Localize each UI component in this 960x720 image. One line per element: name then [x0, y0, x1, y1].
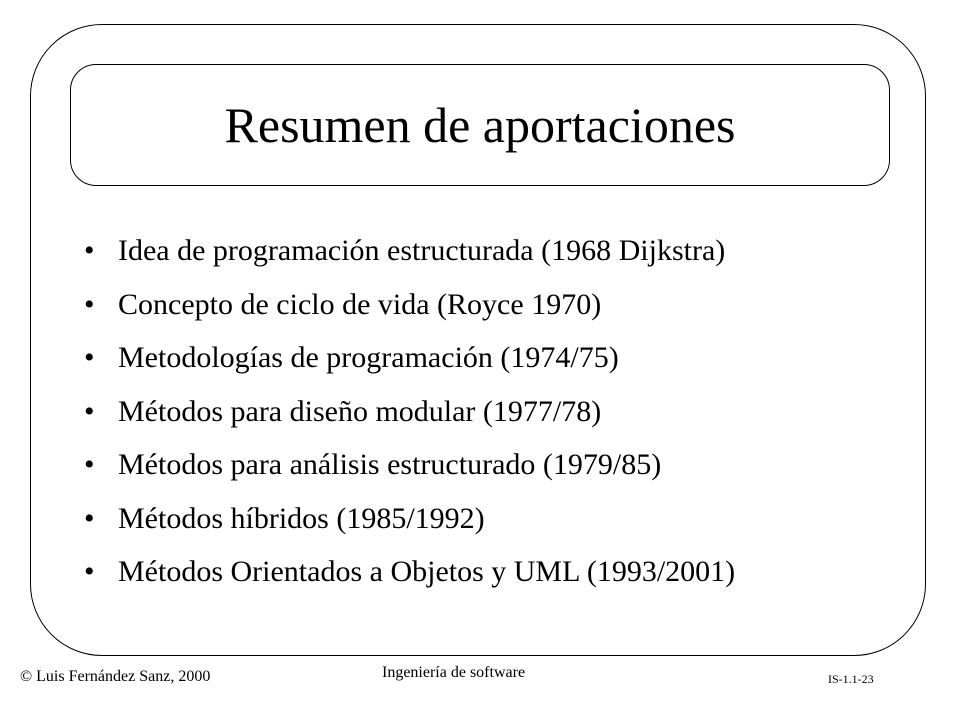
bullet-glyph: •: [84, 234, 95, 267]
bullet-text: Concepto de ciclo de vida (Royce 1970): [118, 287, 602, 321]
bullet-glyph: •: [84, 555, 95, 588]
title-box: [70, 64, 890, 186]
bullet-text: Métodos para diseño modular (1977/78): [118, 394, 602, 428]
bullet-item: [84, 287, 735, 321]
bullet-glyph: •: [84, 341, 95, 374]
bullet-text: Métodos híbridos (1985/1992): [118, 501, 485, 535]
bullet-glyph: •: [84, 287, 95, 321]
bullet-item: [84, 450, 735, 480]
footer-slide-id: IS-1.1-23: [828, 672, 874, 686]
footer-author: © Luis Fernández Sanz, 2000: [20, 668, 211, 685]
slide-title: Resumen de aportaciones: [224, 97, 736, 153]
bullet-text: Metodologías de programación (1974/75): [118, 341, 619, 374]
bullet-item: [84, 343, 735, 373]
bullet-item: [84, 501, 735, 535]
bullet-text: Idea de programación estructurada (1968 Dijkstra): [118, 234, 726, 267]
bullet-text: Métodos Orientados a Objetos y UML (1993/2001): [118, 555, 736, 588]
bullet-item: [84, 236, 735, 266]
bullet-item: [84, 557, 735, 587]
bullet-glyph: •: [84, 501, 95, 535]
bullet-glyph: •: [84, 448, 95, 481]
bullet-glyph: •: [84, 394, 95, 428]
bullet-item: [84, 394, 735, 428]
bullet-list: [84, 236, 735, 611]
footer-course: Ingeniería de software: [382, 664, 526, 681]
bullet-text: Métodos para análisis estructurado (1979/85): [118, 448, 662, 481]
